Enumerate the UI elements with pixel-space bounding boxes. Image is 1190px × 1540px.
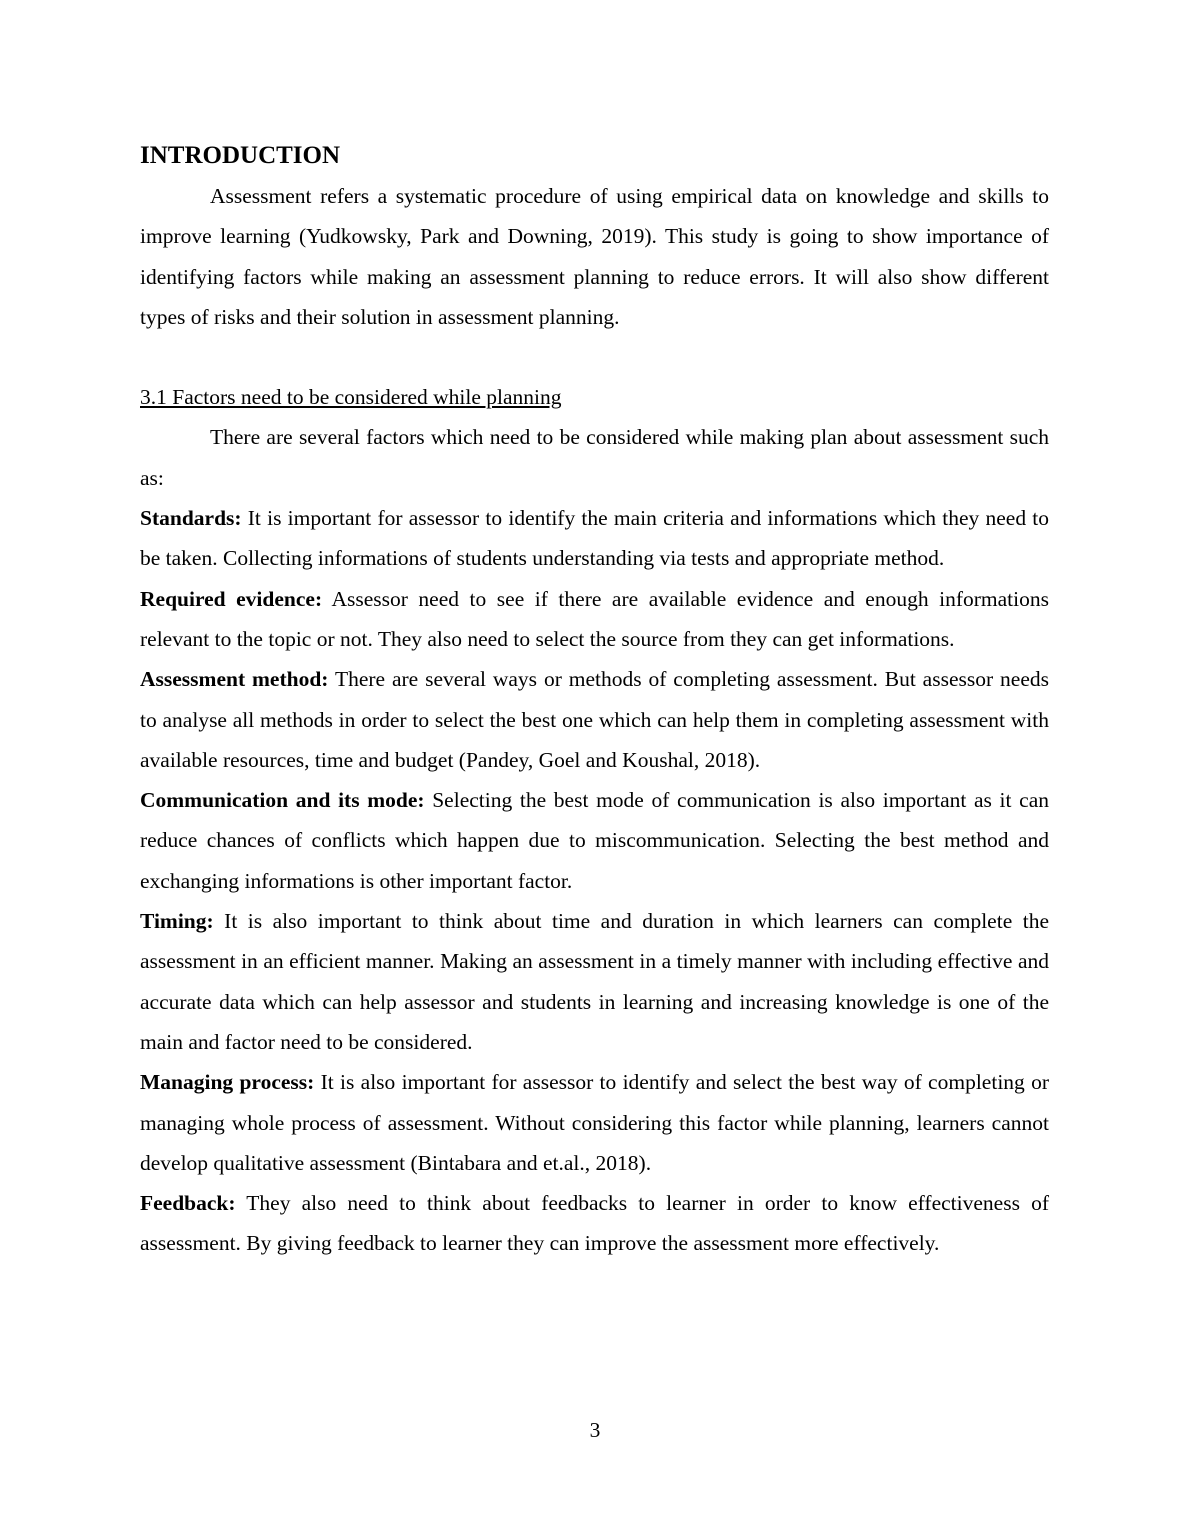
factor-timing [140,901,1049,1062]
factor-managing-process [140,1062,1049,1183]
factor-term: Feedback: [140,1191,236,1216]
factor-required-evidence [140,579,1049,660]
factor-term: Communication and its mode: [140,788,425,813]
factor-term: Timing: [140,909,214,934]
section-title: 3.1 Factors need to be considered while planning [140,385,562,410]
factor-term: Required evidence: [140,586,323,611]
intro-paragraph: Assessment refers a systematic procedure of using empirical data on knowledge and skills to improve learning (Yudkowsky, Park and Downing, 2019). This study is going to show importance of identifying factors while making an assessment planning to reduce errors. It will also show different types of risks and their solution in assessment planning. [140,184,1049,329]
factor-text: It is important for assessor to identify the main criteria and informations which they need to be taken. Collecting informations of students understanding via tests and appropriate method. [140,506,1049,571]
factor-text: Assessor need to see if there are available evidence and enough informations relevant to the topic or not. They also need to select the source from they can get informations. [140,586,1049,651]
factor-text: It is also important to think about time and duration in which learners can complete the assessment in an efficient manner. Making an assessment in a timely manner with including effective and accurate data which can help assessor and students in learning and increasing knowledge is one of the main and factor need to be considered. [140,909,1049,1054]
factor-text: Selecting the best mode of communication is also important as it can reduce chances of conflicts which happen due to miscommunication. Selecting the best method and exchanging informations is other important factor. [140,788,1049,893]
page-number: 3 [589,1418,601,1442]
factor-feedback [140,1183,1049,1264]
document-page [140,136,1049,1264]
factor-term: Assessment method: [140,667,329,692]
factor-communication [140,780,1049,901]
factor-term: Managing process: [140,1070,315,1095]
factor-text: There are several ways or methods of completing assessment. But assessor needs to analyse all methods in order to select the best one which can help them in completing assessment with available resources, time and budget (Pandey, Goel and Koushal, 2018). [140,667,1049,772]
factor-term: Standards: [140,506,242,531]
section-intro-paragraph: There are several factors which need to be considered while making plan about assessment such as: [140,425,1049,490]
introduction-heading: INTRODUCTION [140,142,341,169]
factor-text: It is also important for assessor to identify and select the best way of completing or managing whole process of assessment. Without considering this factor while planning, learners cannot develop qualitative assessment (Bintabara and et.al., 2018). [140,1070,1049,1175]
factor-standards [140,498,1049,579]
factor-assessment-method [140,659,1049,780]
paragraph-gap [140,337,1049,377]
factor-text: They also need to think about feedbacks to learner in order to know effectiveness of assessment. By giving feedback to learner they can improve the assessment more effectively. [140,1191,1049,1256]
